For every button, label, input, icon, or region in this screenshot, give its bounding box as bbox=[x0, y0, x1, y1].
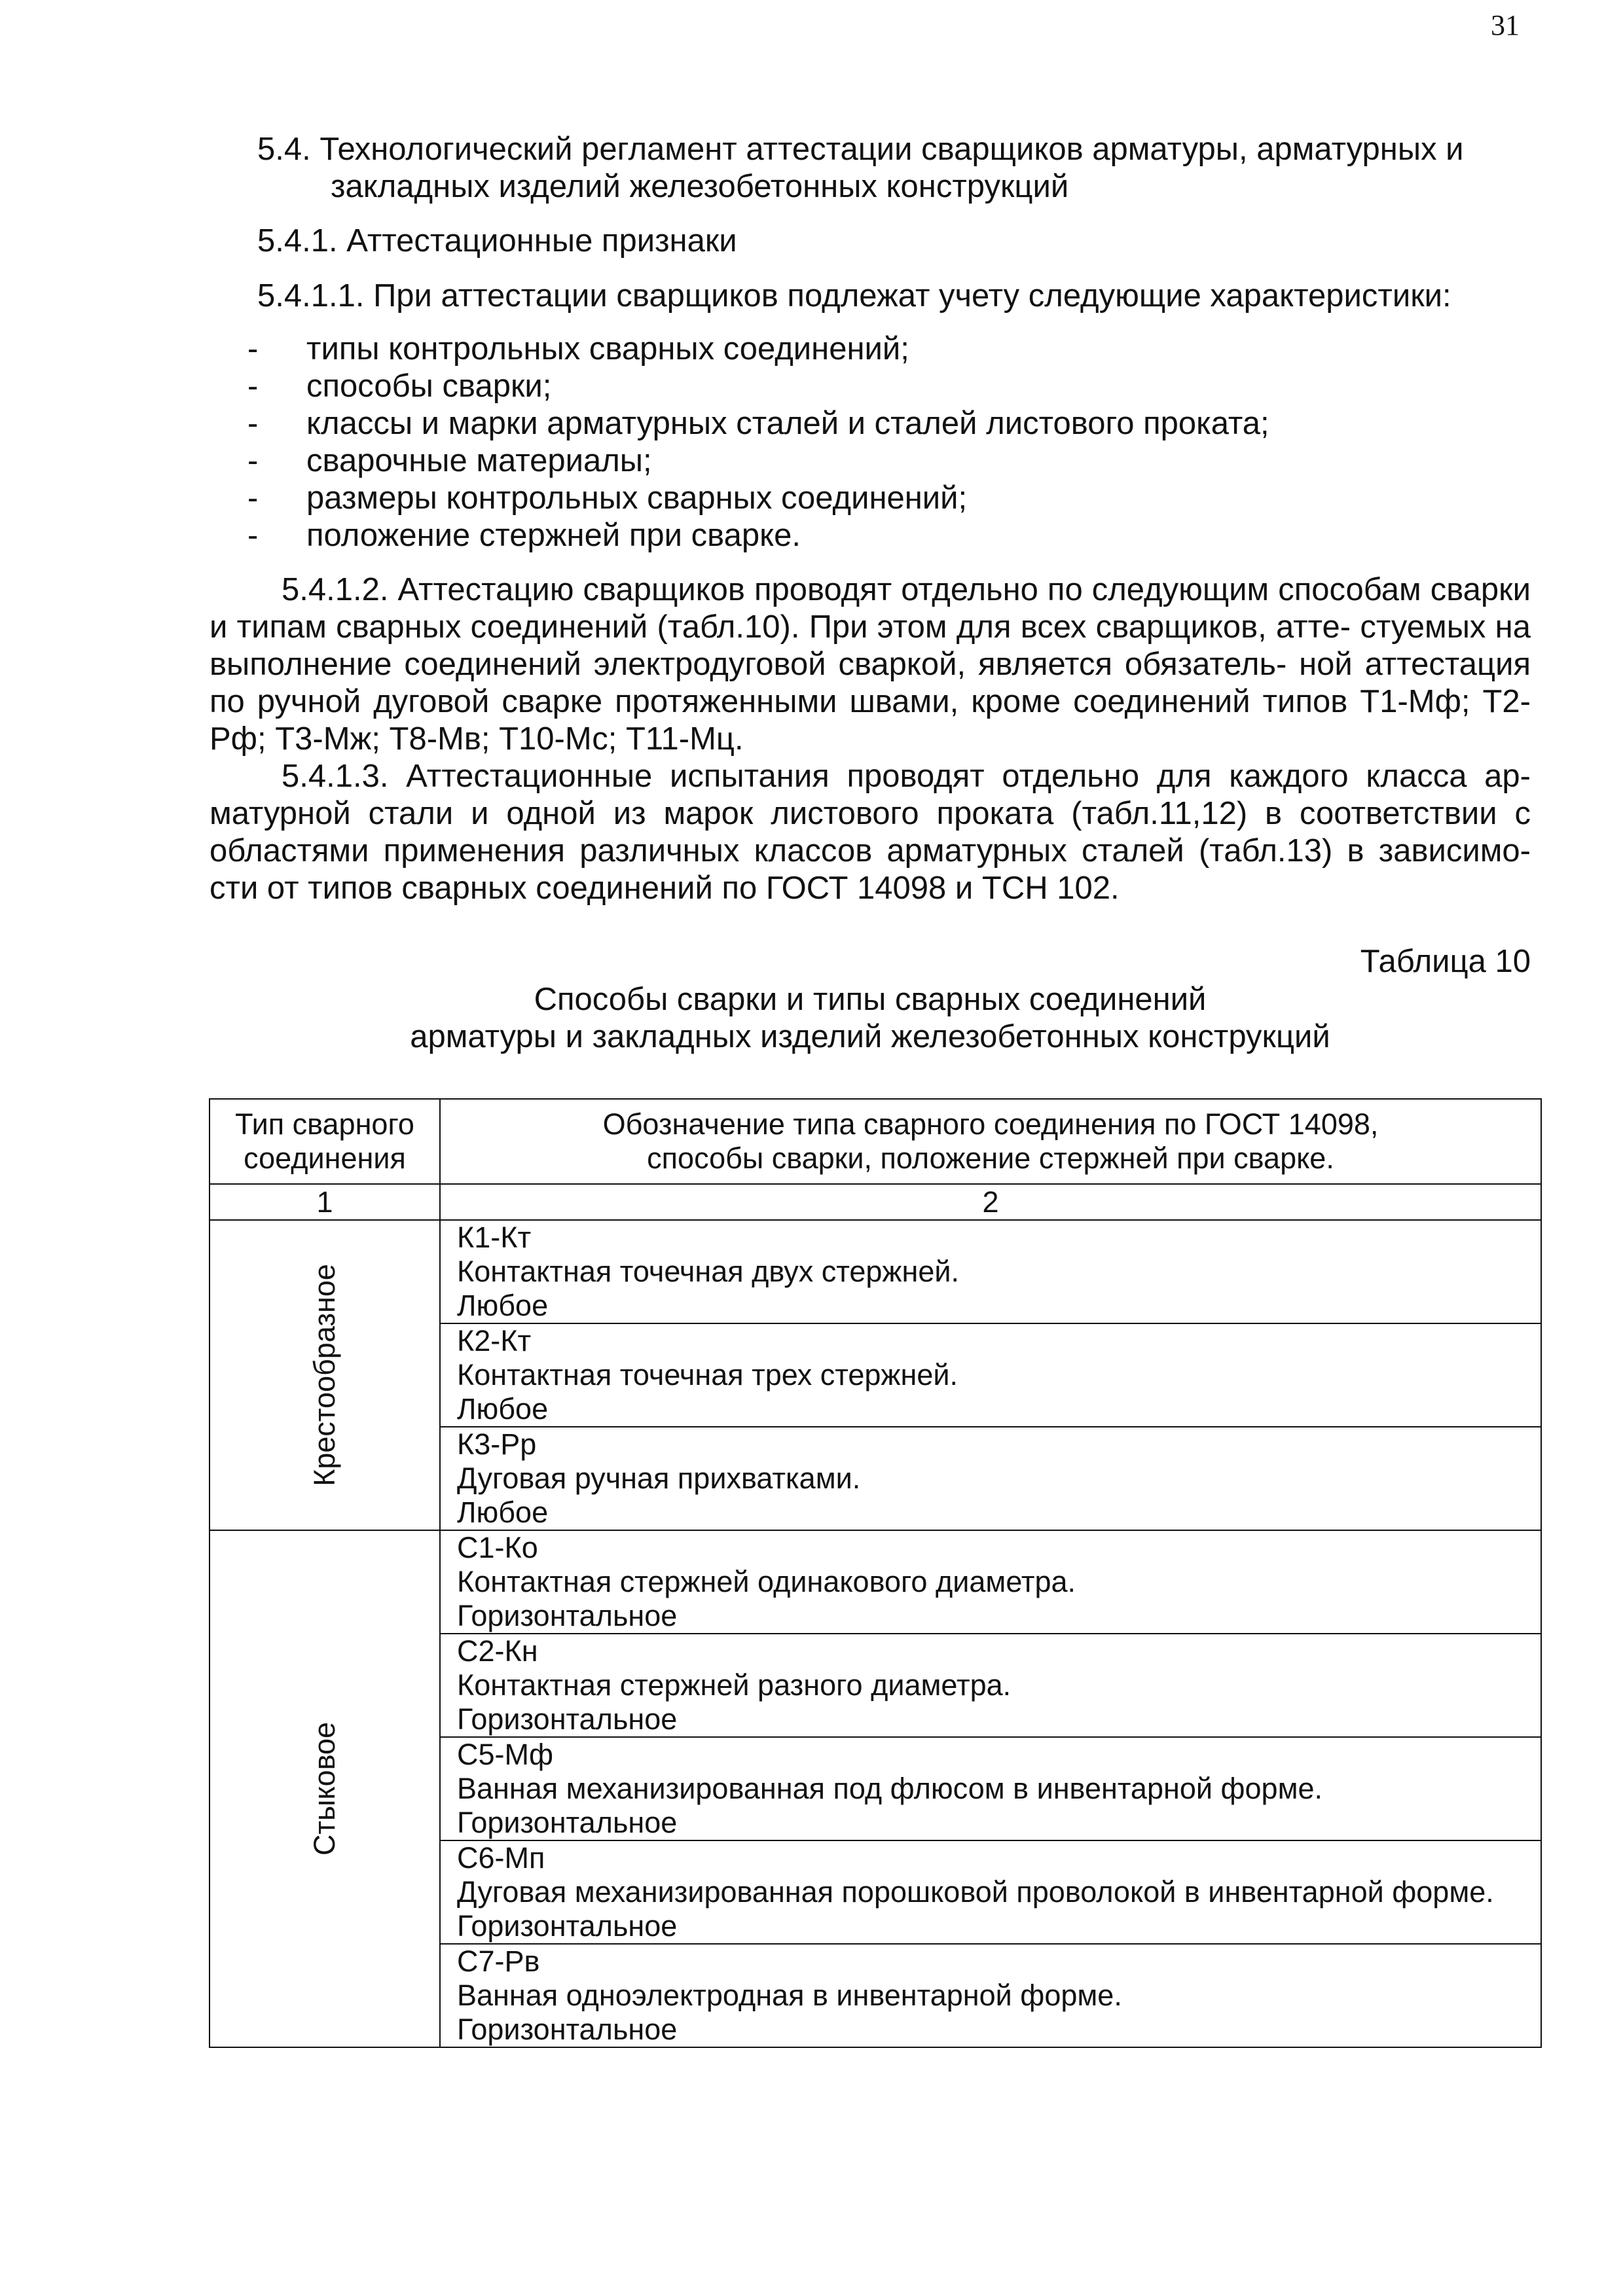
column-number: 2 bbox=[440, 1184, 1541, 1220]
entry-method: Контактная стержней одинакового диаметра. bbox=[457, 1565, 1076, 1598]
table-row bbox=[210, 1220, 1541, 1323]
entry-code: С5-Мф bbox=[457, 1738, 554, 1771]
table-title-line-1: Способы сварки и типы сварных соединений bbox=[534, 982, 1207, 1017]
list-item bbox=[247, 368, 1269, 405]
entry-code: С6-Мп bbox=[457, 1841, 545, 1874]
section-title-line-2: закладных изделий железобетонных конструкций bbox=[331, 169, 1069, 204]
table-header-row bbox=[210, 1099, 1541, 1184]
group-cell-cross bbox=[210, 1220, 440, 1530]
list-item bbox=[247, 442, 1269, 480]
entry-code: С7-Рв bbox=[457, 1945, 540, 1978]
entry-cell bbox=[440, 1737, 1541, 1840]
entry-cell bbox=[440, 1427, 1541, 1530]
dash-marker: - bbox=[247, 331, 259, 367]
list-item-text: положение стержней при сварке. bbox=[306, 518, 801, 553]
entry-cell bbox=[440, 1220, 1541, 1323]
entry-position: Горизонтальное bbox=[457, 2013, 678, 2046]
entry-cell bbox=[440, 1530, 1541, 1634]
subsection-heading: 5.4.1. Аттестационные признаки bbox=[257, 223, 737, 259]
header-designation-line-2: способы сварки, положение стержней при сварке. bbox=[647, 1141, 1334, 1175]
welding-types-table bbox=[209, 1098, 1542, 2048]
entry-position: Любое bbox=[457, 1289, 549, 1322]
entry-code: К1-Кт bbox=[457, 1221, 532, 1254]
column-number: 1 bbox=[210, 1184, 440, 1220]
dash-marker: - bbox=[247, 368, 259, 404]
list-item bbox=[247, 480, 1269, 517]
section-title-line-1: 5.4. Технологический регламент аттестации сварщиков арматуры, арматурных и bbox=[257, 132, 1464, 167]
paragraph-5-4-1-3: 5.4.1.3. Аттестационные испытания проводят отдельно для каждого класса ар- матурной стали и одной из марок листового проката (табл.11,12) в соответствии с областями применения различных классов арматурных сталей (табл.13) в зависимо- сти от типов сварных соединений по ГОСТ 14098 и ТСН 102. bbox=[210, 759, 1531, 906]
entry-code: К3-Рр bbox=[457, 1427, 537, 1461]
list-item-text: размеры контрольных сварных соединений; bbox=[306, 480, 968, 516]
list-item-text: сварочные материалы; bbox=[306, 443, 652, 478]
list-item-text: классы и марки арматурных сталей и сталей листового проката; bbox=[306, 406, 1269, 441]
list-item bbox=[247, 517, 1269, 554]
column-number-row bbox=[210, 1184, 1541, 1220]
entry-method: Ванная одноэлектродная в инвентарной форме. bbox=[457, 1979, 1122, 2012]
entry-cell bbox=[440, 1323, 1541, 1427]
header-type-line-1: Тип сварного bbox=[235, 1107, 414, 1141]
list-item-text: способы сварки; bbox=[306, 368, 552, 404]
entry-cell bbox=[440, 1634, 1541, 1737]
group-cell-butt bbox=[210, 1530, 440, 2047]
list-item bbox=[247, 331, 1269, 368]
entry-cell bbox=[440, 1944, 1541, 2047]
header-type-line-2: соединения bbox=[244, 1141, 406, 1175]
list-item-text: типы контрольных сварных соединений; bbox=[306, 331, 909, 367]
group-label: Стыковое bbox=[308, 1721, 341, 1856]
list-item bbox=[247, 405, 1269, 442]
entry-method: Ванная механизированная под флюсом в инвентарной форме. bbox=[457, 1772, 1323, 1805]
dash-marker: - bbox=[247, 518, 259, 553]
entry-position: Горизонтальное bbox=[457, 1806, 678, 1839]
entry-position: Горизонтальное bbox=[457, 1599, 678, 1632]
entry-method: Дуговая механизированная порошковой проволокой в инвентарной форме. bbox=[457, 1875, 1494, 1909]
table-label: Таблица 10 bbox=[1360, 944, 1531, 979]
entry-position: Горизонтальное bbox=[457, 1909, 678, 1943]
entry-position: Любое bbox=[457, 1496, 549, 1529]
paragraph-5-4-1-2: 5.4.1.2. Аттестацию сварщиков проводят отдельно по следующим способам сварки и типам сварных соединений (табл.10). При этом для всех сварщиков, атте- стуемых на выполнение соединений электродуговой сваркой, является обязатель- ной аттестация по ручной дуговой сварке протяженными швами, кроме соединений типов Т1-Мф; Т2-Рф; Т3-Мж; Т8-Мв; Т10-Мс; Т11-Мц. bbox=[210, 572, 1531, 757]
entry-method: Дуговая ручная прихватками. bbox=[457, 1462, 861, 1495]
dash-marker: - bbox=[247, 406, 259, 441]
intro-sentence: 5.4.1.1. При аттестации сварщиков подлежат учету следующие характеристики: bbox=[257, 278, 1451, 314]
header-designation-cell bbox=[440, 1099, 1541, 1184]
dash-marker: - bbox=[247, 480, 259, 516]
entry-method: Контактная точечная трех стержней. bbox=[457, 1358, 958, 1391]
entry-position: Любое bbox=[457, 1392, 549, 1426]
dash-marker: - bbox=[247, 443, 259, 478]
entry-method: Контактная точечная двух стержней. bbox=[457, 1255, 960, 1288]
entry-code: С2-Кн bbox=[457, 1634, 538, 1668]
entry-code: К2-Кт bbox=[457, 1324, 532, 1357]
header-type-cell bbox=[210, 1099, 440, 1184]
table-title-line-2: арматуры и закладных изделий железобетонных конструкций bbox=[410, 1019, 1330, 1054]
group-label: Крестообразное bbox=[308, 1264, 341, 1486]
entry-position: Горизонтальное bbox=[457, 1702, 678, 1736]
page-number: 31 bbox=[1491, 9, 1520, 41]
entry-code: С1-Ко bbox=[457, 1531, 538, 1564]
entry-method: Контактная стержней разного диаметра. bbox=[457, 1668, 1012, 1702]
header-designation-line-1: Обозначение типа сварного соединения по ГОСТ 14098, bbox=[602, 1107, 1379, 1141]
table-row bbox=[210, 1530, 1541, 1634]
entry-cell bbox=[440, 1840, 1541, 1944]
characteristics-list bbox=[247, 331, 1269, 554]
